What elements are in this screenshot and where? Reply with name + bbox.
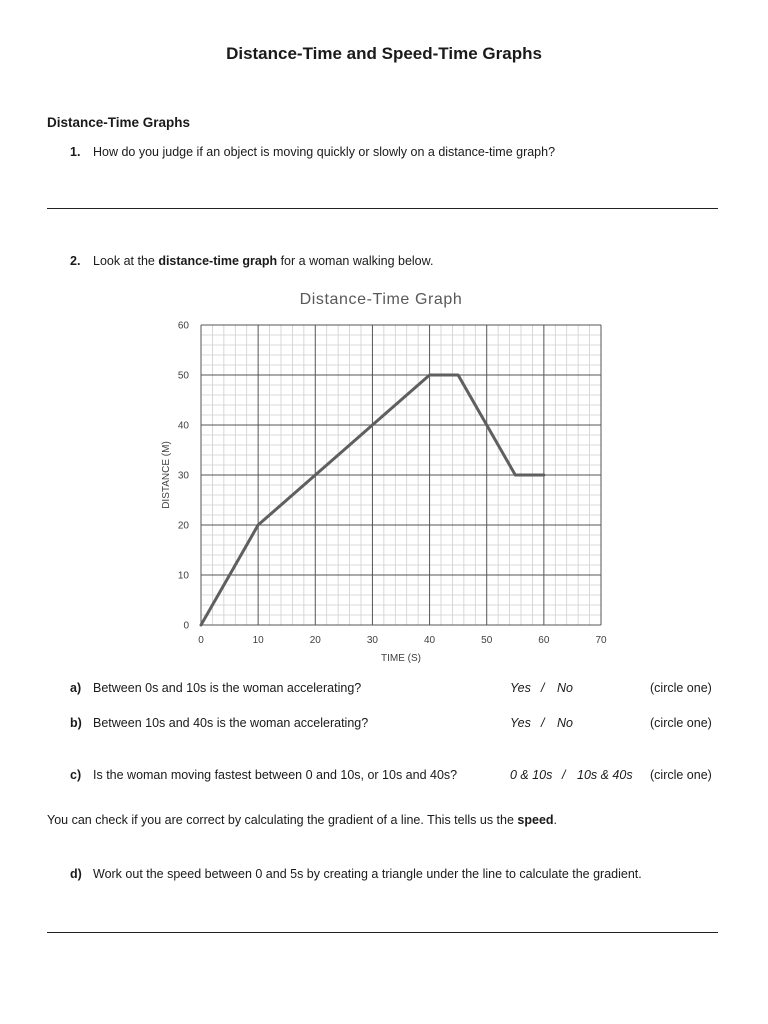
chart-y-tick-label: 20 xyxy=(177,520,189,532)
question-b-label: b) xyxy=(70,716,82,730)
gradient-note-before: You can check if you are correct by calculating the gradient of a line. This tells us the xyxy=(47,813,518,827)
chart-x-tick-label: 60 xyxy=(538,635,550,646)
question-a-text: Between 0s and 10s is the woman accelerating? xyxy=(93,681,362,695)
chart-title: Distance-Time Graph xyxy=(299,291,463,308)
chart-x-axis-label: TIME (S) xyxy=(381,653,421,664)
question-2-text-before: Look at the xyxy=(93,254,159,268)
chart-y-tick-label: 40 xyxy=(177,420,189,432)
question-b-separator: / xyxy=(541,716,545,730)
gradient-note xyxy=(47,813,557,827)
question-a-option-no[interactable]: No xyxy=(557,681,573,695)
answer-line-1[interactable] xyxy=(47,208,718,209)
question-a-option-yes[interactable]: Yes xyxy=(510,681,531,695)
distance-time-chart xyxy=(150,282,630,672)
question-2-number: 2. xyxy=(70,254,81,268)
chart-y-tick-labels xyxy=(178,321,190,632)
question-b-text: Between 10s and 40s is the woman accelerating? xyxy=(93,716,369,730)
chart-x-tick-label: 10 xyxy=(252,635,264,646)
section-heading: Distance-Time Graphs xyxy=(47,115,191,130)
chart-x-tick-label: 70 xyxy=(595,635,607,646)
question-c-option-0-10s[interactable]: 0 & 10s xyxy=(510,768,553,782)
gradient-note-bold: speed xyxy=(517,813,554,827)
question-b-instruction: (circle one) xyxy=(650,716,712,730)
page-title: Distance-Time and Speed-Time Graphs xyxy=(226,44,542,63)
question-c-label: c) xyxy=(70,768,82,782)
question-a-separator: / xyxy=(541,681,545,695)
question-c-instruction: (circle one) xyxy=(650,768,712,782)
chart-y-tick-label: 60 xyxy=(177,320,189,332)
question-b-option-no[interactable]: No xyxy=(557,716,573,730)
chart-y-axis-label: DISTANCE (M) xyxy=(161,441,172,509)
question-d-label: d) xyxy=(70,867,82,881)
answer-line-d[interactable] xyxy=(47,932,718,933)
question-2-text-bold: distance-time graph xyxy=(158,254,278,268)
question-1-number: 1. xyxy=(70,145,81,159)
question-c-text: Is the woman moving fastest between 0 and 10s, or 10s and 40s? xyxy=(93,768,458,782)
question-c-separator: / xyxy=(562,768,566,782)
chart-y-tick-label: 50 xyxy=(177,370,189,382)
chart-y-tick-label: 10 xyxy=(177,570,189,582)
chart-x-tick-label: 40 xyxy=(424,635,436,646)
question-2-text xyxy=(93,254,433,268)
chart-y-tick-label: 30 xyxy=(177,470,189,482)
question-c-option-10s-40s[interactable]: 10s & 40s xyxy=(577,768,633,782)
chart-x-tick-label: 50 xyxy=(481,635,493,646)
chart-y-tick-label: 0 xyxy=(183,620,189,632)
chart-x-tick-label: 30 xyxy=(366,635,378,646)
question-1-text: How do you judge if an object is moving quickly or slowly on a distance-time graph? xyxy=(93,145,556,159)
question-a-label: a) xyxy=(70,681,82,695)
chart-x-tick-labels xyxy=(198,635,607,646)
question-a-instruction: (circle one) xyxy=(650,681,712,695)
question-2-text-after: for a woman walking below. xyxy=(277,254,434,268)
question-d-text: Work out the speed between 0 and 5s by creating a triangle under the line to calculate the gradient. xyxy=(93,867,642,881)
question-b-option-yes[interactable]: Yes xyxy=(510,716,531,730)
chart-x-tick-label: 20 xyxy=(309,635,321,646)
chart-x-tick-label: 0 xyxy=(198,635,204,646)
gradient-note-after: . xyxy=(553,813,558,827)
